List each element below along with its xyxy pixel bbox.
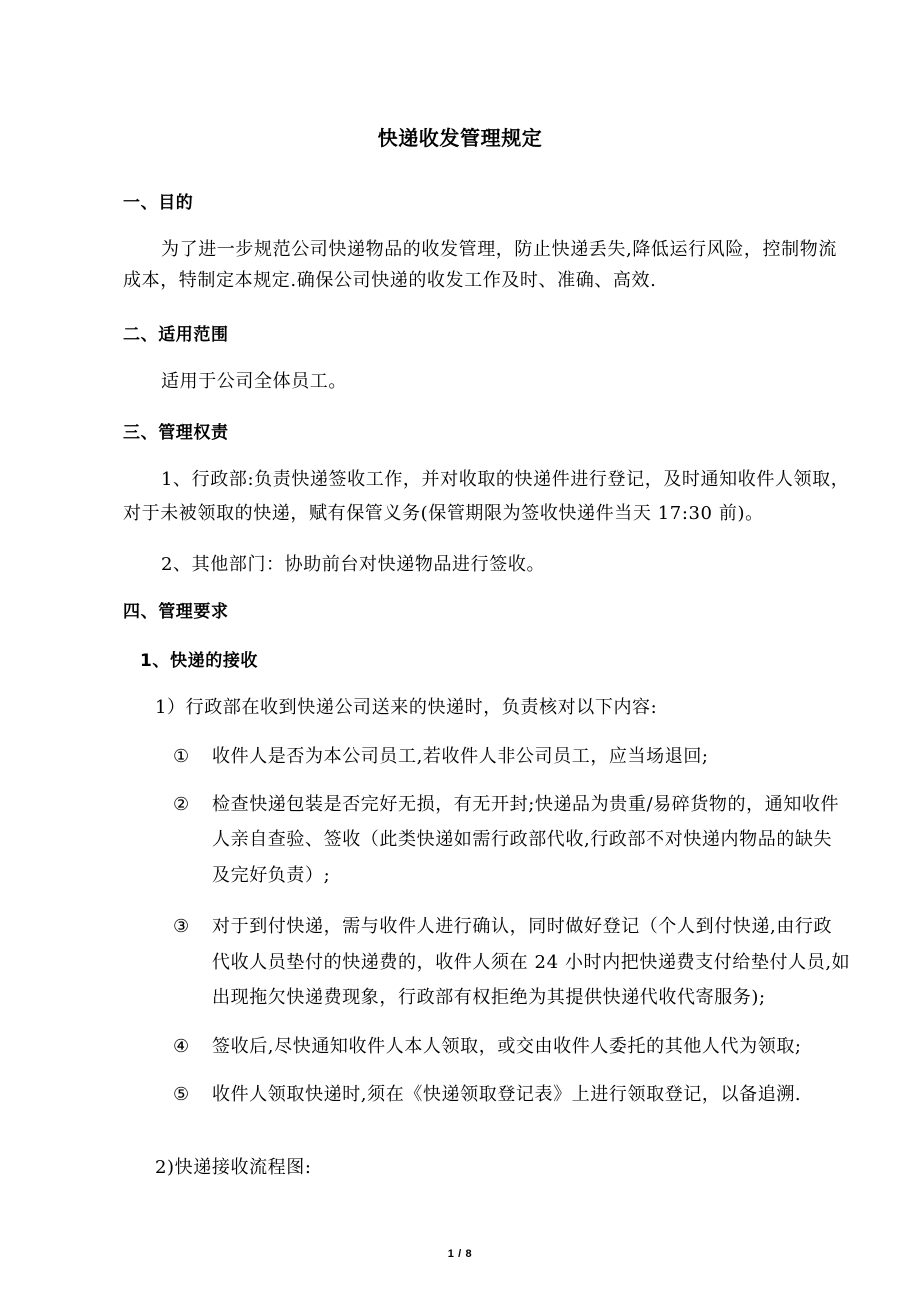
list-item-line: 及完好负责）; bbox=[212, 865, 331, 886]
list-item-line: 收件人领取快递时,须在《快递领取登记表》上进行领取登记，以备追溯. bbox=[212, 1084, 802, 1105]
list-number: ② bbox=[173, 794, 190, 815]
subsection-heading: 1、快递的接收 bbox=[140, 651, 259, 671]
section-heading: 二、适用范围 bbox=[123, 325, 229, 345]
page-number: 1 / 8 bbox=[447, 1248, 473, 1260]
list-item-line: 签收后,尽快通知收件人本人领取，或交由收件人委托的其他人代为领取; bbox=[212, 1036, 802, 1057]
list-item-line: 出现拖欠快递费现象，行政部有权拒绝为其提供快递代收代寄服务); bbox=[212, 987, 766, 1008]
paragraph-line: 1）行政部在收到快递公司送来的快递时，负责核对以下内容: bbox=[155, 697, 658, 718]
list-item-line: 代收人员垫付的快递费的，收件人须在 24 小时内把快递费支付给垫付人员,如 bbox=[212, 952, 851, 973]
document-title: 快递收发管理规定 bbox=[377, 126, 543, 150]
list-number: ① bbox=[173, 746, 190, 767]
section-heading: 四、管理要求 bbox=[123, 602, 229, 622]
paragraph-line: 2、其他部门：协助前台对快递物品进行签收。 bbox=[161, 554, 546, 575]
list-item-line: 人亲自查验、签收（此类快递如需行政部代收,行政部不对快递内物品的缺失 bbox=[212, 829, 833, 850]
paragraph-line: 1、行政部:负责快递签收工作，并对收取的快递件进行登记，及时通知收件人领取， bbox=[161, 469, 850, 490]
list-item-line: 收件人是否为本公司员工,若收件人非公司员工，应当场退回; bbox=[212, 746, 709, 767]
list-number: ⑤ bbox=[173, 1084, 190, 1105]
paragraph-line: 2)快递接收流程图: bbox=[155, 1157, 312, 1178]
paragraph-line: 适用于公司全体员工。 bbox=[161, 371, 347, 392]
list-item-line: 检查快递包装是否完好无损，有无开封;快递品为贵重/易碎货物的，通知收件 bbox=[212, 794, 840, 815]
section-heading: 三、管理权责 bbox=[123, 423, 229, 443]
paragraph-line: 成本，特制定本规定.确保公司快递的收发工作及时、准确、高效. bbox=[123, 270, 657, 291]
paragraph-line: 为了进一步规范公司快递物品的收发管理，防止快递丢失,降低运行风险，控制物流 bbox=[161, 239, 837, 260]
paragraph-line: 对于未被领取的快递，赋有保管义务(保管期限为签收快递件当天 17:30 前)。 bbox=[123, 503, 764, 524]
section-heading: 一、目的 bbox=[123, 193, 194, 213]
list-number: ③ bbox=[173, 916, 190, 937]
list-number: ④ bbox=[173, 1036, 190, 1057]
list-item-line: 对于到付快递，需与收件人进行确认，同时做好登记（个人到付快递,由行政 bbox=[212, 916, 833, 937]
